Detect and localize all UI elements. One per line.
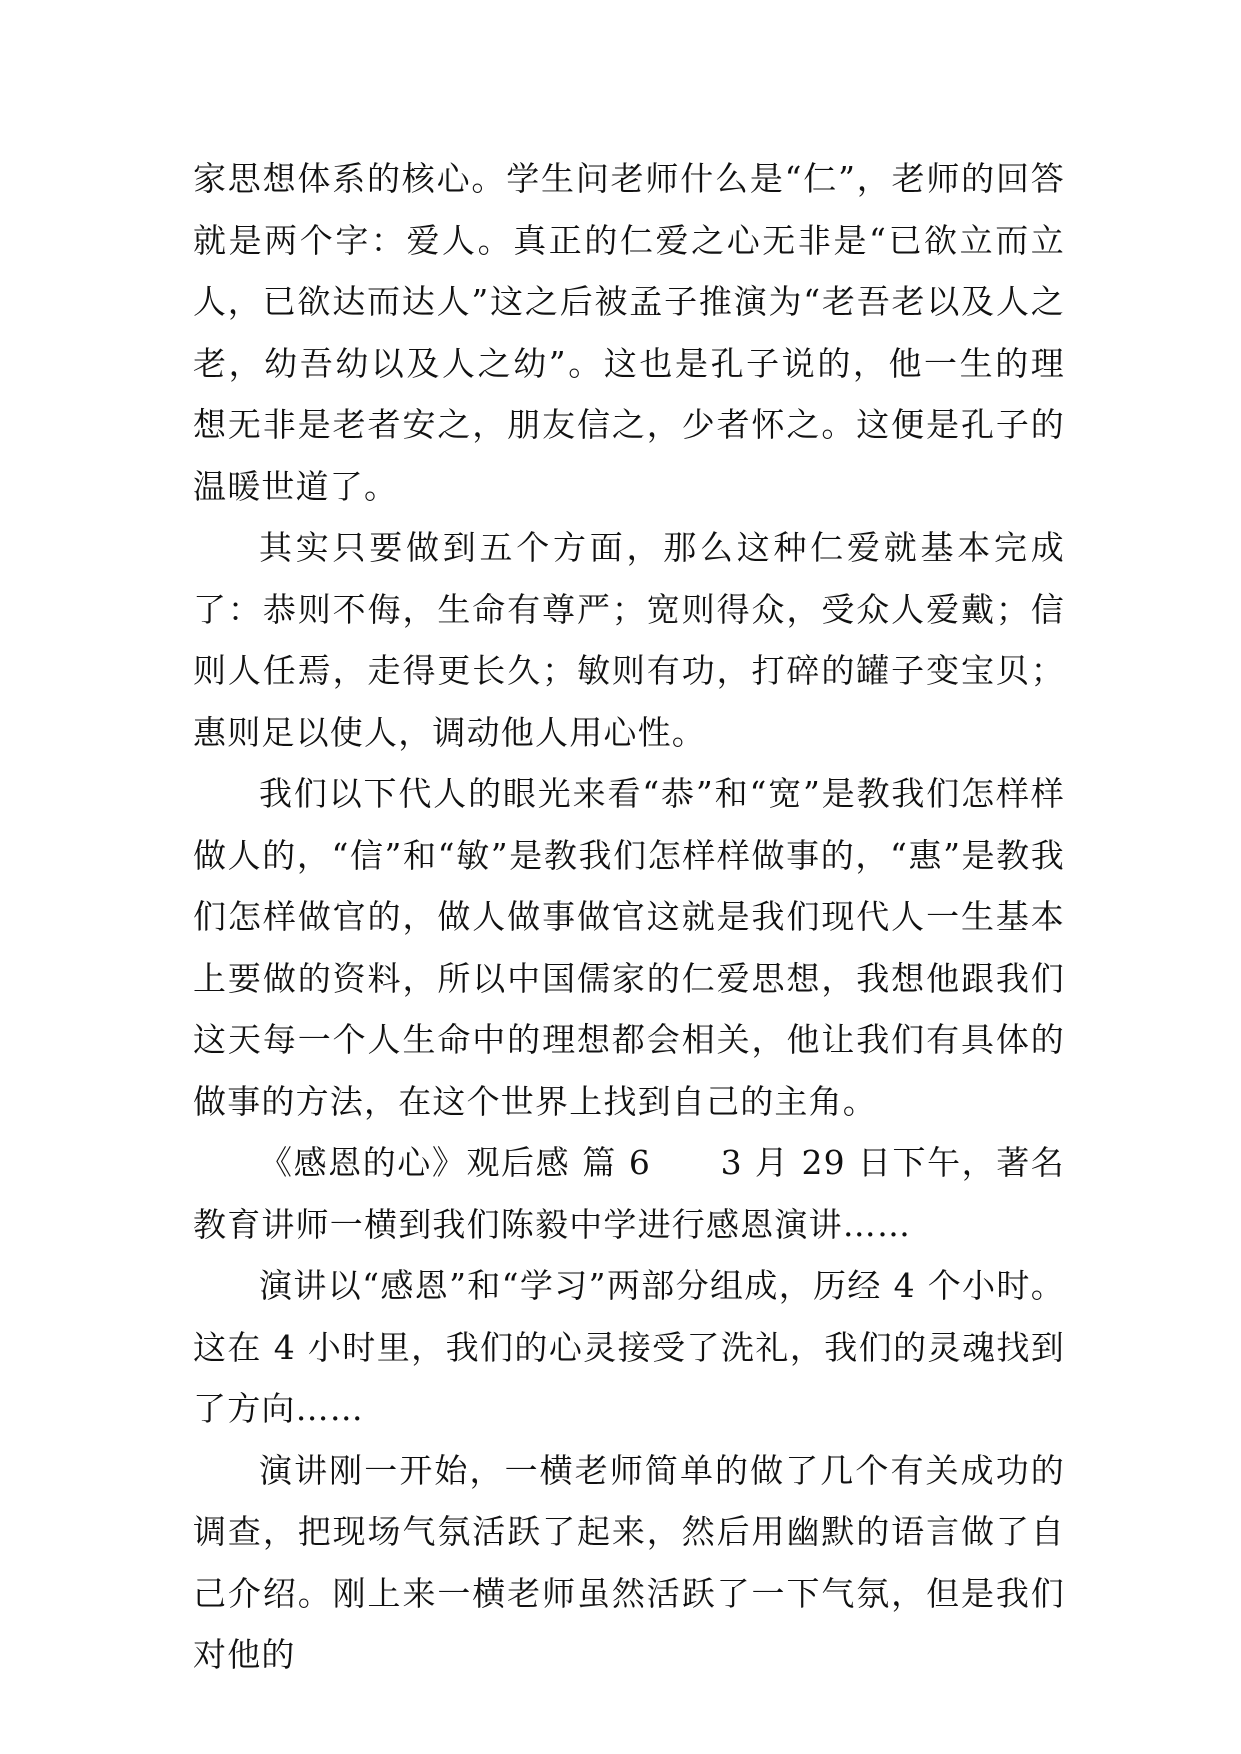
paragraph-5: 演讲以“感恩”和“学习”两部分组成，历经 4 个小时。这在 4 小时里，我们的心灵接受了洗礼，我们的灵魂找到了方向…… bbox=[193, 1266, 1066, 1428]
paragraph-2: 其实只要做到五个方面，那么这种仁爱就基本完成了：恭则不侮，生命有尊严；宽则得众，受众人爱戴；信则人任焉，走得更长久；敏则有功，打碎的罐子变宝贝；惠则足以使人，调动他人用心性。 bbox=[193, 528, 1065, 752]
paragraph-3: 我们以下代人的眼光来看“恭”和“宽”是教我们怎样样做人的，“信”和“敏”是教我们怎样样做事的，“惠”是教我们怎样做官的，做人做事做官这就是我们现代人一生基本上要做的资料，所以中国儒家的仁爱思想，我想他跟我们这天每一个人生命中的理想都会相关，他让我们有具体的做事的方法，在这个世界上找到自己的主角。 bbox=[193, 774, 1065, 1121]
paragraph-1: 家思想体系的核心。学生问老师什么是“仁”，老师的回答就是两个字：爱人。真正的仁爱之心无非是“已欲立而立人，已欲达而达人”这之后被孟子推演为“老吾老以及人之老，幼吾幼以及人之幼”。这也是孔子说的，他一生的理想无非是老者安之，朋友信之，少者怀之。这便是孔子的温暖世道了。 bbox=[193, 159, 1065, 506]
paragraph-4: 《感恩的心》观后感 篇 6 3 月 29 日下午，著名教育讲师一横到我们陈毅中学进行感恩演讲…… bbox=[193, 1143, 1065, 1244]
document-body bbox=[193, 148, 1065, 1686]
paragraph-6: 演讲刚一开始，一横老师简单的做了几个有关成功的调查，把现场气氛活跃了起来，然后用幽默的语言做了自己介绍。刚上来一横老师虽然活跃了一下气氛，但是我们对他的 bbox=[193, 1450, 1065, 1674]
